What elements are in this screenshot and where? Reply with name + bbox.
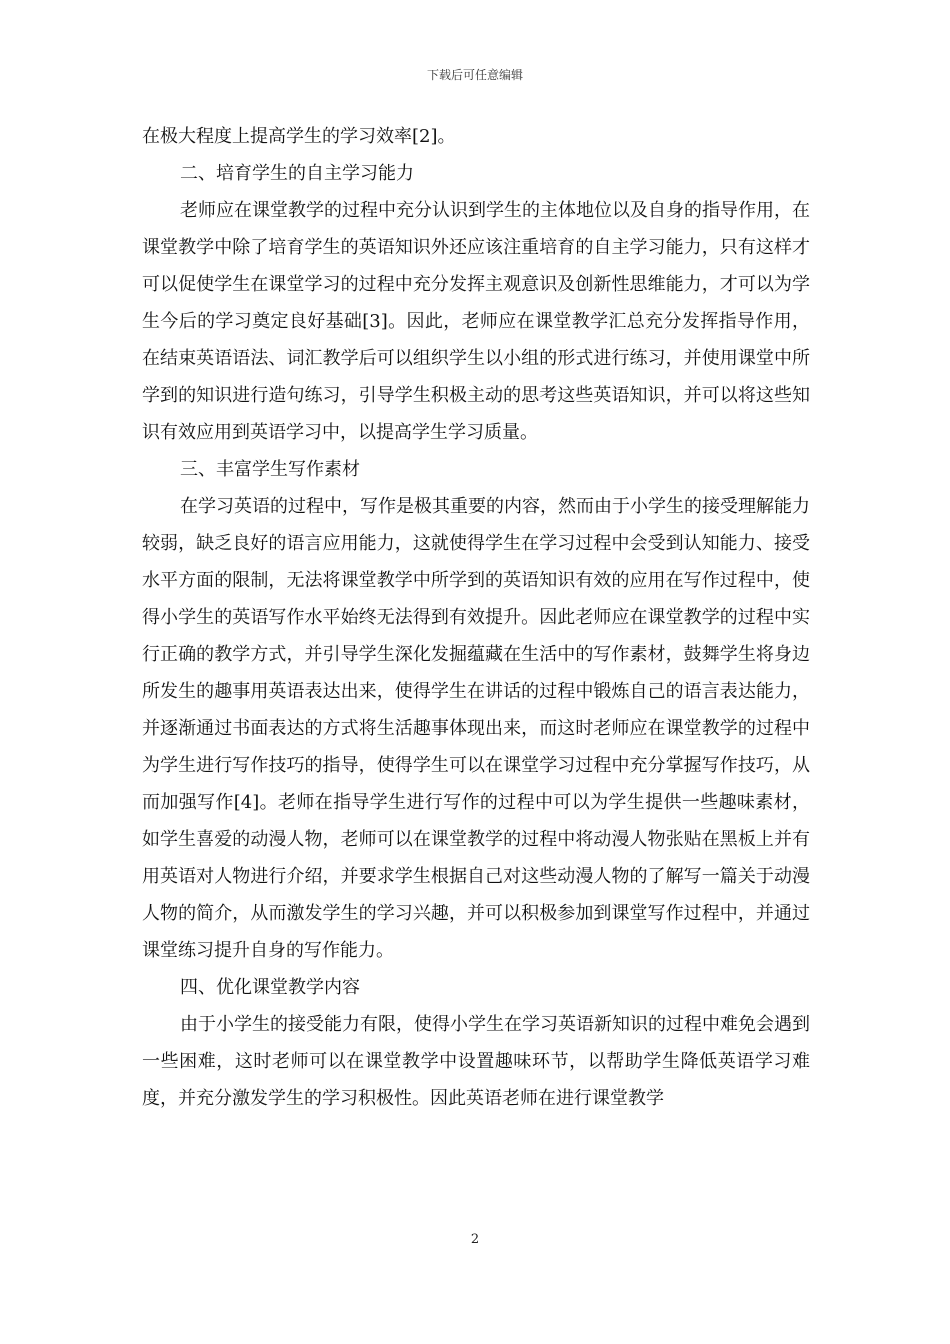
section-heading-2: 二、培育学生的自主学习能力: [180, 163, 414, 184]
page-number: 2: [470, 1232, 480, 1247]
paragraph-writing-materials: 在学习英语的过程中，写作是极其重要的内容，然而由于小学生的接受理解能力较弱，缺乏良好的语言应用能力，这就使得学生在学习过程中会受到认知能力、接受水平方面的限制，无法将课堂教学中所学到的英语知识有效的应用在写作过程中，使得小学生的英语写作水平始终无法得到有效提升。因此老师应在课堂教学的过程中实行正确的教学方式，并引导学生深化发掘蕴藏在生活中的写作素材，鼓舞学生将身边所发生的趣事用英语表达出来，使得学生在讲话的过程中锻炼自己的语言表达能力，并逐渐通过书面表达的方式将生活趣事体现出来，而这时老师应在课堂教学的过程中为学生进行写作技巧的指导，使得学生可以在课堂学习过程中充分掌握写作技巧，从而加强写作[4]。老师在指导学生进行写作的过程中可以为学生提供一些趣味素材，如学生喜爱的动漫人物，老师可以在课堂教学的过程中将动漫人物张贴在黑板上并有用英语对人物进行介绍，并要求学生根据自己对这些动漫人物的了解写一篇关于动漫人物的简介，从而激发学生的学习兴趣，并可以积极参加到课堂写作过程中，并通过课堂练习提升自身的写作能力。: [142, 496, 810, 961]
section-heading-4: 四、优化课堂教学内容: [180, 977, 360, 998]
section-heading-3: 三、丰富学生写作素材: [180, 459, 360, 480]
page-header: 下载后可任意编辑: [426, 68, 523, 82]
document-body: [142, 118, 810, 1117]
paragraph-optimize-content: 由于小学生的接受能力有限，使得小学生在学习英语新知识的过程中难免会遇到一些困难，这时老师可以在课堂教学中设置趣味环节，以帮助学生降低英语学习难度，并充分激发学生的学习积极性。因此英语老师在进行课堂教学: [142, 1014, 810, 1109]
paragraph-continuation: 在极大程度上提高学生的学习效率[2]。: [142, 126, 456, 147]
paragraph-autonomous-learning: 老师应在课堂教学的过程中充分认识到学生的主体地位以及自身的指导作用，在课堂教学中除了培育学生的英语知识外还应该注重培育的自主学习能力，只有这样才可以促使学生在课堂学习的过程中充分发挥主观意识及创新性思维能力，才可以为学生今后的学习奠定良好基础[3]。因此，老师应在课堂教学汇总充分发挥指导作用，在结束英语语法、词汇教学后可以组织学生以小组的形式进行练习，并使用课堂中所学到的知识进行造句练习，引导学生积极主动的思考这些英语知识，并可以将这些知识有效应用到英语学习中，以提高学生学习质量。: [142, 200, 810, 443]
